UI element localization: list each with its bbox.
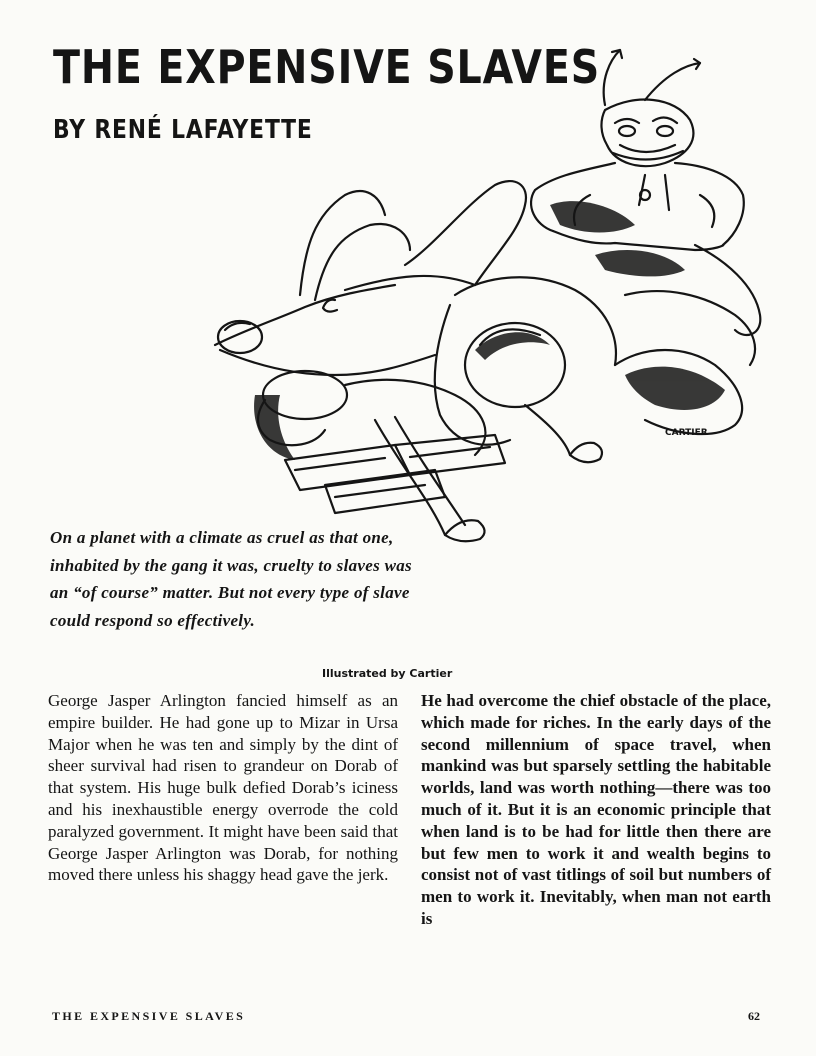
illustration-credit: Illustrated by Cartier <box>322 667 453 680</box>
body-column-left: George Jasper Arlington fancied himself as an empire builder. He had gone up to Mizar in Ursa Major when he was ten and simply by the dint of sheer survival had risen to grandeur on Dorab of that system. His huge bulk defied Dorab’s iciness and his inexhaustible energy overrode the cold paralyzed government. It might have been said that George Jasper Arlington was Dorab, for nothing moved there unless his shaggy head gave the jerk. <box>48 691 398 885</box>
story-illustration <box>195 45 775 560</box>
body-column-right: He had overcome the chief obstacle of the place, which made for riches. In the early days of the second millennium of space travel, when mankind was but sparsely settling the habitable worlds, land was worth nothing—there was too much of it. But it is an economic principle that when land is to be had for little then there are but few men to work it and wealth begins to consist not of vast titlings of soil but numbers of men to work it. Inevitably, when man not earth is <box>421 691 771 928</box>
page-number: 62 <box>748 1009 760 1023</box>
illustrator-signature: CARTIER <box>665 428 708 438</box>
article-title: THE EXPENSIVE SLAVES <box>53 40 601 94</box>
story-blurb: On a planet with a climate as cruel as that one, inhabited by the gang it was, cruelty to slaves was an “of course” matter. But not every type of slave could respond so effectively. <box>50 528 412 630</box>
running-title: THE EXPENSIVE SLAVES <box>52 1009 246 1023</box>
author-byline: BY RENÉ LAFAYETTE <box>53 115 313 145</box>
